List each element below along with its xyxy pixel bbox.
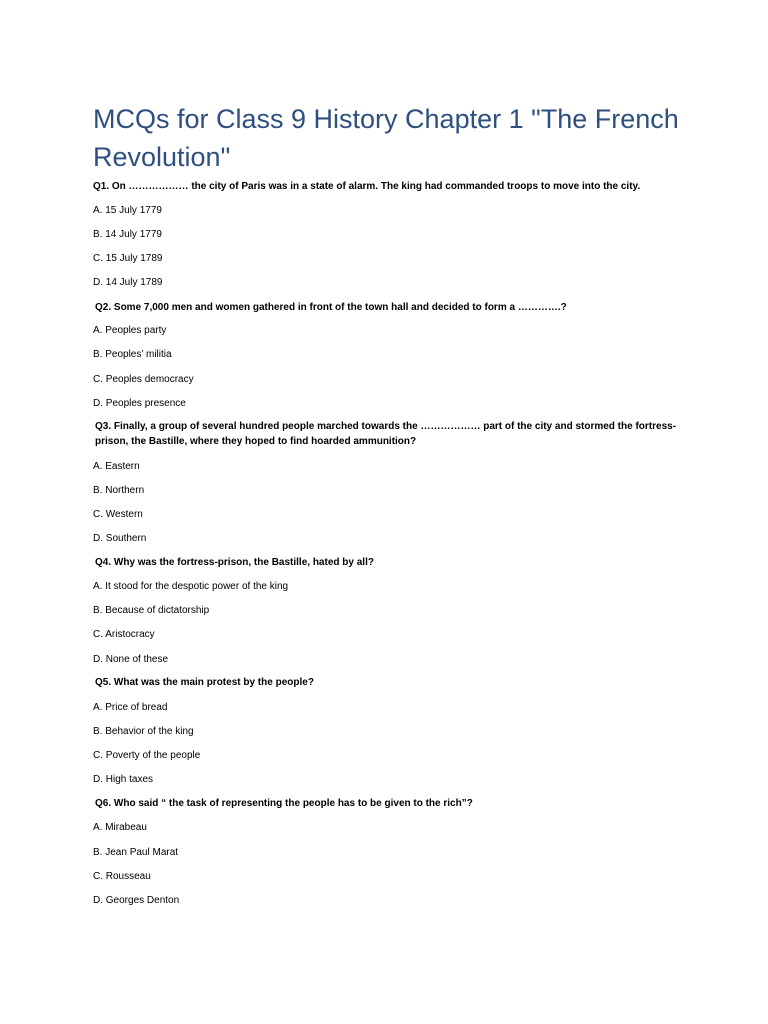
q1-option-d: D. 14 July 1789 (93, 277, 163, 288)
q3-option-a: A. Eastern (93, 461, 140, 472)
q2-option-b: B. Peoples’ militia (93, 349, 172, 360)
question-6: Q6. Who said “ the task of representing the people has to be given to the rich”? (95, 798, 473, 809)
question-3: Q3. Finally, a group of several hundred people marched towards the ……………… part of the city and stormed the fortress-prison, the Bastille, where they hoped to find hoarded ammunition? (95, 421, 677, 447)
q3-option-b: B. Northern (93, 485, 145, 496)
q4-option-c: C. Aristocracy (93, 629, 155, 640)
q6-option-c: C. Rousseau (93, 871, 151, 882)
q5-option-b: B. Behavior of the king (93, 726, 194, 737)
q5-option-c: C. Poverty of the people (93, 750, 201, 761)
question-2: Q2. Some 7,000 men and women gathered in front of the town hall and decided to form a ………….? (95, 302, 567, 313)
q6-option-d: D. Georges Denton (93, 895, 180, 906)
q2-option-a: A. Peoples party (93, 325, 167, 336)
document-title: MCQs for Class 9 History Chapter 1 "The French Revolution" (93, 104, 679, 172)
q1-option-b: B. 14 July 1779 (93, 229, 162, 240)
q5-option-d: D. High taxes (93, 774, 154, 785)
q1-option-a: A. 15 July 1779 (93, 205, 162, 216)
q6-option-a: A. Mirabeau (93, 822, 147, 833)
q6-option-b: B. Jean Paul Marat (93, 847, 179, 858)
q2-option-d: D. Peoples presence (93, 398, 186, 409)
question-5: Q5. What was the main protest by the people? (95, 677, 314, 688)
q4-option-b: B. Because of dictatorship (93, 605, 210, 616)
q5-option-a: A. Price of bread (93, 702, 168, 713)
q3-option-c: C. Western (93, 509, 143, 520)
question-1: Q1. On ……………… the city of Paris was in a state of alarm. The king had commanded troops to move into the city. (93, 181, 641, 192)
q1-option-c: C. 15 July 1789 (93, 253, 163, 264)
question-4: Q4. Why was the fortress-prison, the Bastille, hated by all? (95, 557, 374, 568)
q3-option-d: D. Southern (93, 533, 147, 544)
q4-option-d: D. None of these (93, 654, 169, 665)
q4-option-a: A. It stood for the despotic power of the king (93, 581, 289, 592)
q2-option-c: C. Peoples democracy (93, 374, 194, 385)
